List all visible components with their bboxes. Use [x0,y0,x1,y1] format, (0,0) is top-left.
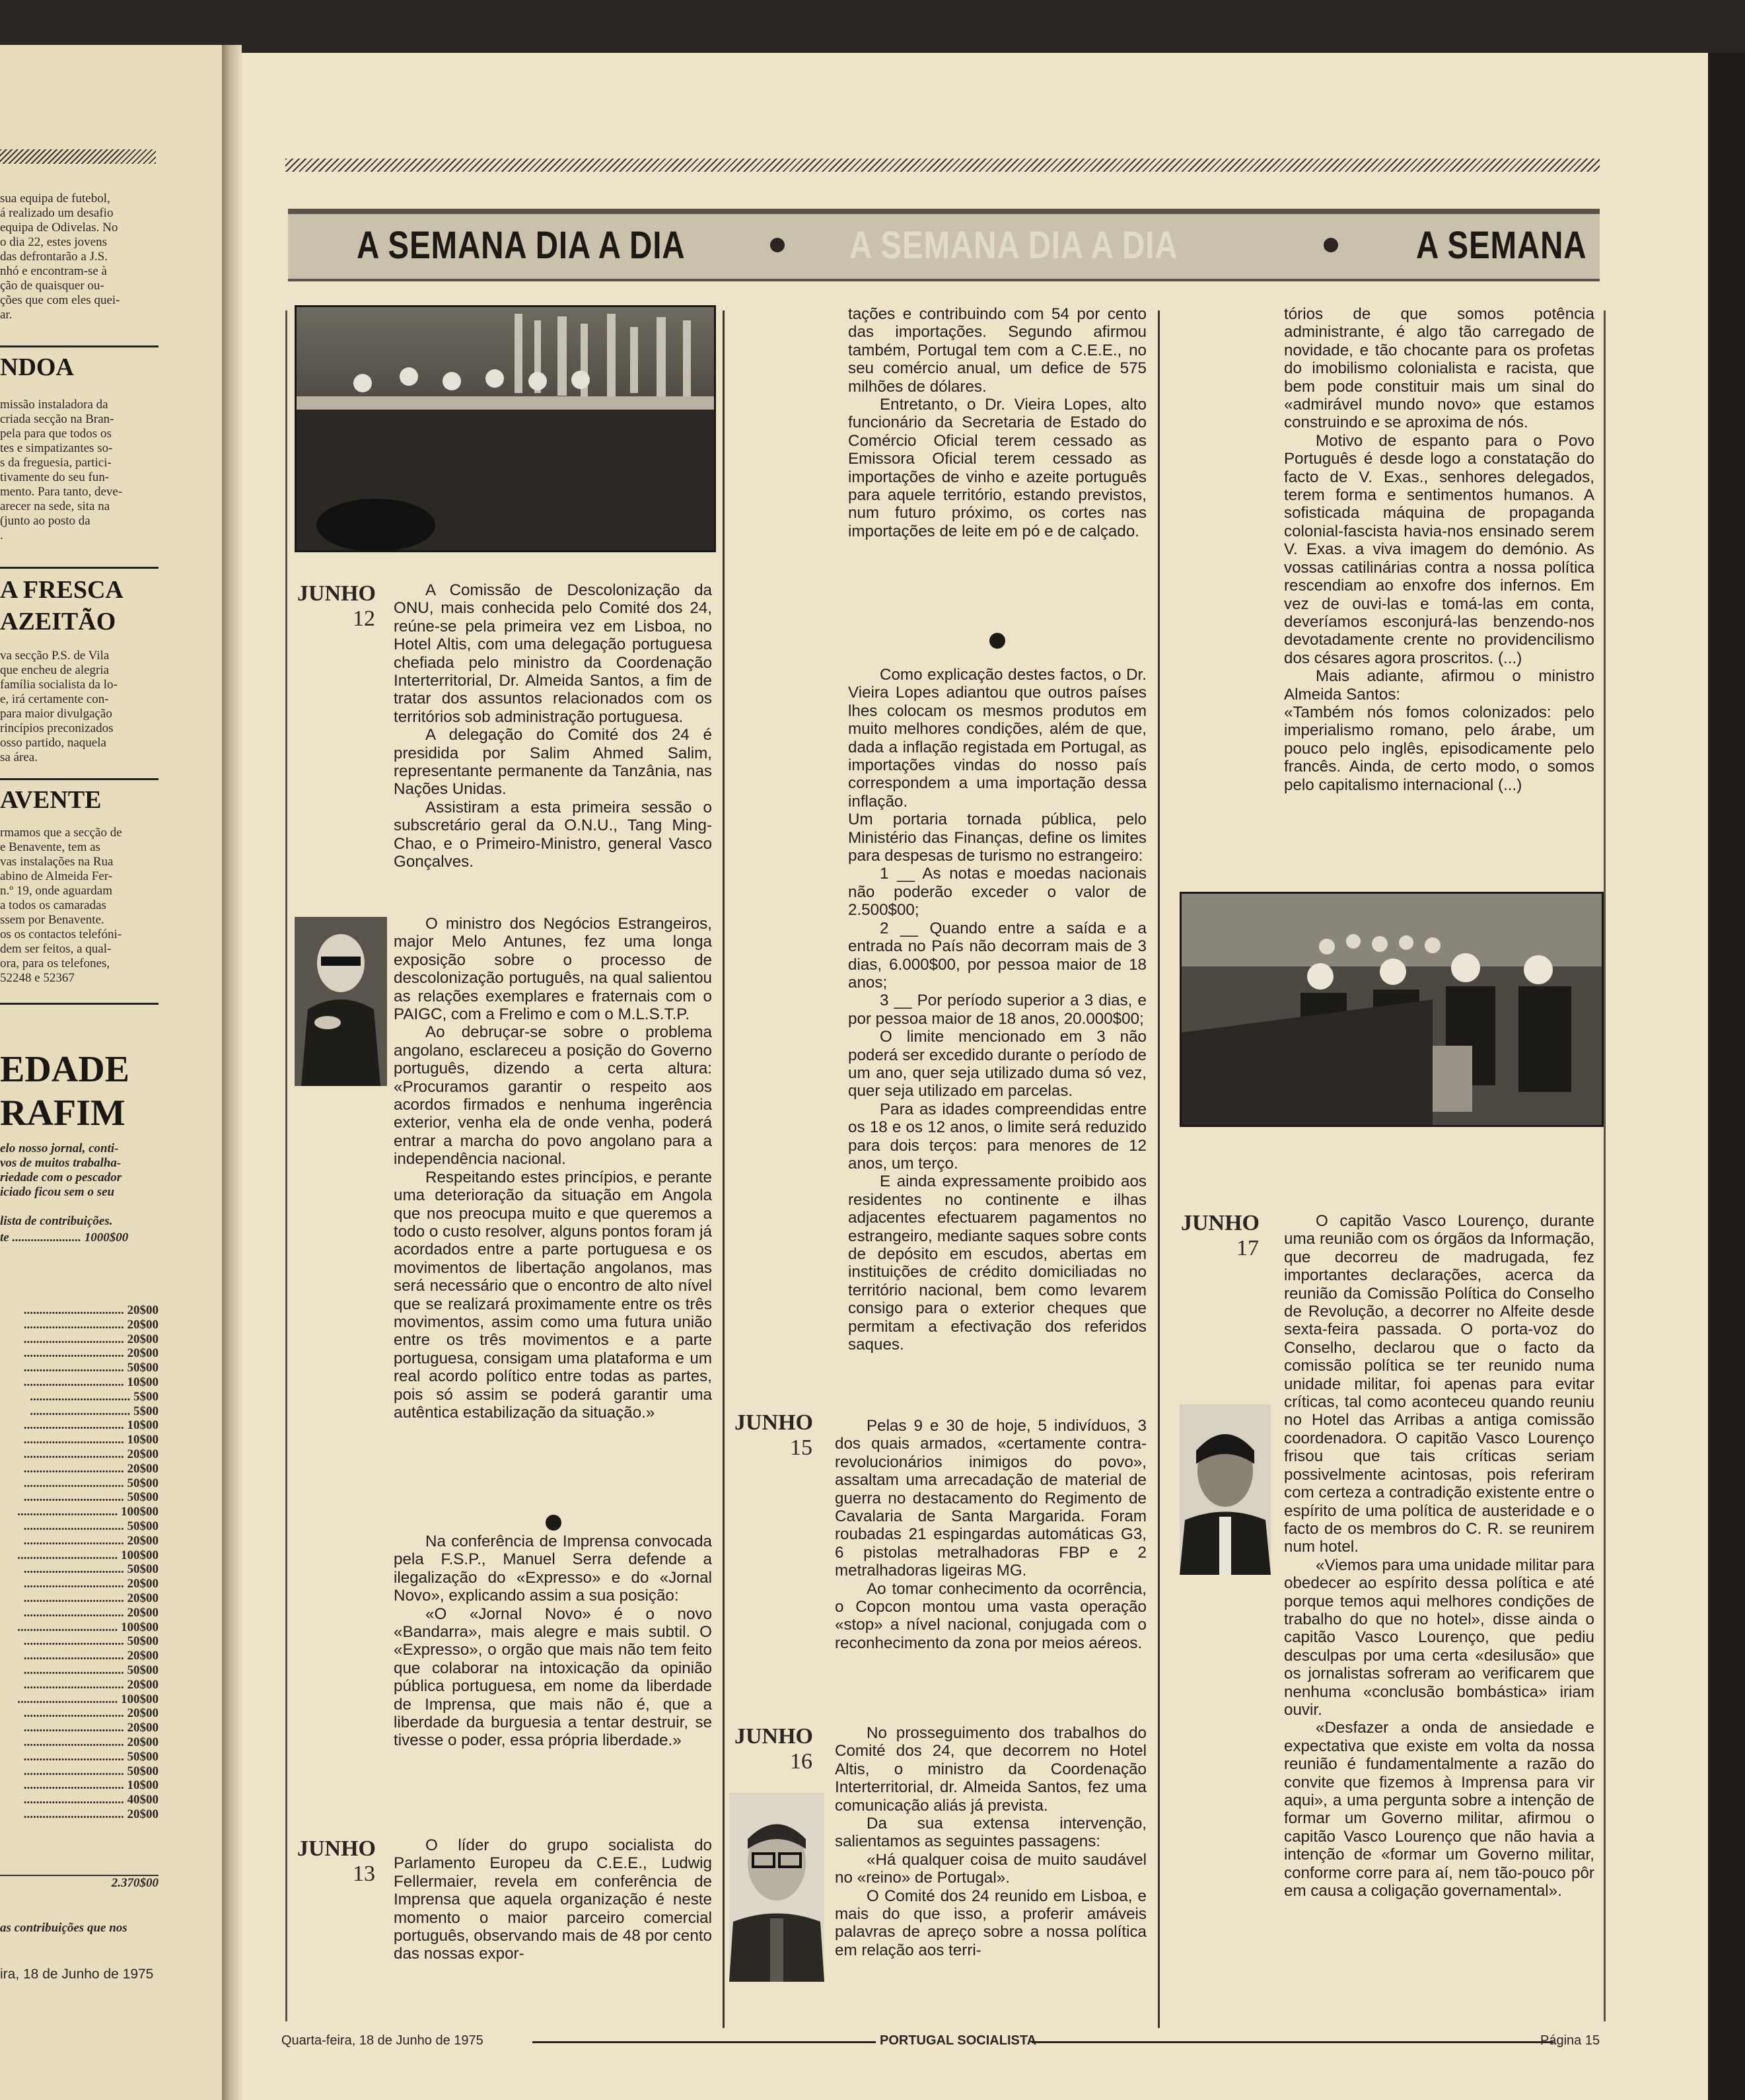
contribution-amount: ................................ 20$00 [0,1735,159,1750]
contribution-amount: ................................ 20$00 [0,1678,159,1692]
contribution-amount: ................................ 20$00 [0,1332,159,1347]
contribution-amount: ................................ 50$00 [0,1663,159,1678]
text-line: missão instaladora da [0,398,108,412]
text-line: arecer na sede, sita na [0,499,110,513]
banner-title-2: A SEMANA DIA A DIA [849,224,1178,267]
page-gutter [222,45,242,2100]
text-line: para maior divulgação [0,707,112,721]
text-line: tes e simpatizantes so- [0,441,113,455]
separator-dot [989,633,1005,649]
article-jun12-part1: A Comissão de Descolonização da ONU, mais conhecida pelo Comité dos 24, reúne-se pela primeira vez em Lisboa, no Hotel Altis, com uma delegação portuguesa chefiada pelo ministro da Coordenação Interterritorial, Dr. Almeida Santos, a fim de tratar dos assuntos relacionados com os territórios sob administração portuguesa. A delegação do Comité dos 24 é presidida por Salim Ahmed Salim, representante permanente da Tanzânia, nas Nações Unidas. Assistiram a esta primeira sessão o subscretário geral da O.N.U., Tang Ming-Chao, e o Primeiro-Ministro, general Vasco Gonçalves. [394,581,712,871]
contribution-amount: ................................ 20$00 [0,1303,159,1318]
contribution-amount: ................................ 20$00 [0,1606,159,1620]
contribution-amount: ................................ 20$00 [0,1591,159,1606]
text-line: ção de quaisquer ou- [0,279,104,293]
text-line: mento. Para tanto, deve- [0,485,123,499]
contribution-amount: ................................ 20$00 [0,1318,159,1332]
text-line: o dia 22, estes jovens [0,235,108,249]
contribution-amount: ................................ 50$00 [0,1750,159,1764]
contribution-amount: ................................ 100$00 [0,1548,159,1563]
bullet-icon [1324,238,1338,252]
conference-photo-image [297,307,714,550]
contribution-amount: ................................ 50$00 [0,1476,159,1491]
bullet-icon [770,238,785,252]
portrait-image [295,917,387,1086]
text-line: rmamos que a secção de [0,826,122,840]
page-background-edge [1708,53,1745,2100]
date-june-13: JUNHO 13 [297,1836,376,1886]
contributions-total: 2.370$00 [0,1875,159,1891]
contribution-amount: ................................ 20$00 [0,1346,159,1361]
closing-line: as contribuições que nos [0,1921,127,1935]
text-line: tivamente do seu fun- [0,470,110,484]
footer-rule [532,2041,876,2043]
article-jun12-part2: O ministro dos Negócios Estrangeiros, major Melo Antunes, fez uma longa exposição sobre o processo de descolonização português, na qual salientou as relações exemplares e fraternais com o PAIGC, com a Frelimo e com o M.L.S.T.P. Ao debruçar-se sobre o problema angolano, esclareceu a posição do Governo português, dizendo a certa altura: «Procuramos garantir o respeito aos acordos firmados e nenhuma ingerência exterior, venha ela de onde venha, poderá entrar a marcha do povo angolano para a independência nacional. Respeitando estes princípios, e perante uma deterioração da situação em Angola que nos preocupa muito e que queremos a todo o custo resolver, alguns pontos foram já acordados entre a parte portuguesa e os movimentos de libertação angolanos, mas será necessário que o encontro de alto nível que se realizará proximamente entre os três movimentos, assim como uma futura união entre os três movimentos e a parte portuguesa, consigam uma plataforma e um real acordo político entre todas as partes, pois só assim se poderá garantir uma autêntica estabilização da situação.» [394,915,712,1422]
text-line: vos de muitos trabalha- [0,1156,122,1170]
text-line: n.º 19, onde aguardam [0,884,112,898]
text-line: ssem por Benavente. [0,913,104,927]
text-line: (junto ao posto da [0,514,90,528]
contribution-amount: ................................ 50$00 [0,1490,159,1505]
article-jun13: O líder do grupo socialista do Parlamento Europeu da C.E.E., Ludwig Fellermaier, revela em conferência de Imprensa que aquela organização é neste momento o maior parceiro comercial português, observando mais de 48 por cento das nossas expor- [394,1836,712,1963]
article-jun17: O capitão Vasco Lourenço, durante uma reunião com os órgãos da Informação, que decorreu de madrugada, fez importantes declarações, acerca da reunião da Comissão Política do Conselho de Revolução, a decorrer no Alfeite desde sexta-feira passada. O porta-voz do Conselho, declarou que o facto da comissão política se ter reunido numa unidade militar, foi apenas para evitar críticas, tal como aconteceu quando reuniu no Hotel das Arribas a antiga comissão coordenadora. O capitão Vasco Lourenço frisou que tais críticas seriam possivelmente acintosas, pois referiram com certeza a contradição existente entre o espírito de uma política de austeridade e o facto de os membros do C. R. se reunirem num hotel. «Viemos para uma unidade militar para obedecer ao espírito dessa política e até porque temos aqui melhores condições de trabalho do que no hotel», disse ainda o capitão Vasco Lourenço, que pediu desculpas por uma certa «desilusão» que os jornalistas sofreram ao verificarem que nenhuma «conclusão bombástica» iriam ouvir. «Desfazer a onda de ansiedade e expectativa que existe em volta da nossa reunião é fundamentalmente a razão do convite que fizemos à Imprensa para vir aqui», a uma pergunta sobre a intenção de formar um Governo militar, afirmou o capitão Vasco Lourenço que não havia a intenção de «formar um Governo militar, conforme corre para aí, nem tão-pouco pôr em causa a coligação governamental». [1284,1212,1594,1901]
article-jun12-press: Na conferência de Imprensa convocada pela F.S.P., Manuel Serra defende a ilegalização do «Expresso» e do «Jornal Novo», explicando assim a sua posição: «O «Jornal Novo» é o novo «Bandarra», mais alegre e mais subtil. O «Expresso», o orgão que mais não tem feito que colaborar na intoxicação da opinião pública portuguesa, em nome da liberdade de Imprensa, que mais não é, que a liberdade da burguesia a tentar destruir, se tivesse o poder, essa própria liberdade.» [394,1533,712,1750]
text-line: abino de Almeida Fer- [0,869,113,883]
text-line: família socialista da lo- [0,678,118,692]
left-footer-date: ira, 18 de Junho de 1975 [0,1967,154,1982]
contribution-amount: ................................ 5$00 [0,1404,159,1419]
text-line: elo nosso jornal, conti- [0,1141,119,1155]
column-rule [1158,310,1160,2028]
article-jun15: Pelas 9 e 30 de hoje, 5 indivíduos, 3 dos quais armados, «certamente contra-revolucionários inimigos do povo», assaltam uma arrecadação de material de guerra no destacamento do Regimento de Cavalaria de Santa Margarida. Foram roubadas 21 espingardas automáticas G3, 6 pistolas metralhadoras FBP e 2 metralhadoras ligeiras MG. Ao tomar conhecimento da ocorrência, o Copcon montou uma vasta operação «stop» a nível nacional, conjugada com o reconhecimento da zona por meios aéreos. [835,1417,1147,1652]
text-line: que encheu de alegria [0,663,110,677]
portrait-image [729,1793,824,1982]
newspaper-page [242,53,1708,2100]
date-june-12: JUNHO 12 [297,581,376,631]
left-facing-page [0,45,225,2100]
text-line: va secção P.S. de Vila [0,649,110,663]
left-heading-fresca: A FRESCA AZEITÃO [0,567,159,637]
separator-dot [546,1515,561,1531]
contribution-amount: ................................ 50$00 [0,1562,159,1577]
portrait-photo-melo-antunes [295,917,387,1086]
footer-masthead: PORTUGAL SOCIALISTA [880,2033,1037,2048]
date-june-15: JUNHO 15 [734,1410,813,1460]
text-line: ções que com eles quei- [0,293,120,307]
list-title: lista de contribuições. [0,1214,113,1228]
text-line: rincípios preconizados [0,721,114,735]
left-heading-avente: AVENTE [0,778,159,815]
text-line: sa área. [0,750,38,764]
text-line: riedade com o pescador [0,1171,122,1184]
conference-room-photo [1180,892,1604,1127]
text-line: . [0,528,3,542]
column-rule [285,310,287,2021]
text-line: ar. [0,308,13,322]
banner-title-1: A SEMANA DIA A DIA [357,224,686,267]
contribution-amount: ................................ 100$00 [0,1692,159,1707]
contribution-amount: ................................ 20$00 [0,1807,159,1822]
left-heading-edade: EDADE RAFIM [0,1049,130,1134]
conference-room-image [1182,894,1602,1125]
date-june-17: JUNHO 17 [1181,1211,1260,1260]
text-line: os os contactos telefóni- [0,927,122,941]
text-line: iciado ficou sem o seu [0,1185,115,1199]
page-number: Página 15 [1540,2033,1600,2048]
contribution-amount: ................................ 20$00 [0,1649,159,1663]
text-line: dem ser feitos, a qual- [0,942,112,956]
contribution-amount: ................................ 20$00 [0,1577,159,1591]
contribution-amount: ................................ 10$00 [0,1433,159,1447]
contribution-amount: ................................ 100$00 [0,1505,159,1519]
portrait-photo-vasco-lourenco [1180,1404,1271,1575]
column-rule [1604,310,1606,2021]
text-line: das defrontarão a J.S. [0,250,108,264]
contribution-amount: ................................ 50$00 [0,1634,159,1649]
contribution-amount: ................................ 50$00 [0,1764,159,1779]
text-line: s da freguesia, partici- [0,456,112,470]
article-jun16-continued: tórios de que somos potência administrante, é algo tão carregado de novidade, e tão chocante para os profetas do imobilismo colonialista e racista, que bem pode constituir mais um sinal do «admirável mundo novo» que estamos construindo e se aproxima de nós. Motivo de espanto para o Povo Português é desde logo a constatação do facto de V. Exas., senhores delegados, terem forma e sentimentos humanos. A sofisticada máquina de propaganda colonial-fascista havia-nos ensinado serem V. Exas. a viva imagem do demónio. As vossas catilinárias contra a nossa política rescendiam ao enxofre dos infernos. Em vez de ouvi-las e tomá-las em conta, deveríamos esconjurá-las benzendo-nos devotadamente crente no providencilismo dos césares agora proscritos. (...) Mais adiante, afirmou o ministro Almeida Santos: «Também nós fomos colonizados: pelo imperialismo romano, pelo árabe, um pouco pelo inglês, episodicamente pelo francês. Ainda, de certo modo, o somos pelo capitalismo internacional (...) [1284,305,1594,794]
article-cee-continued: tações e contribuindo com 54 por cento das importações. Segundo afirmou também, Portugal tem com a C.E.E., no seu comércio anual, um defice de 575 milhões de dólares. Entretanto, o Dr. Vieira Lopes, alto funcionário da Secretaria de Estado do Comércio Oficial terem cessado as Emissora Oficial terem cessado as importações de vinho e azeite português para aquele território, estando previstos, num futuro próximo, os cortes nas importações de leite em pó e de calçado. [848,305,1147,540]
contribution-amount: ................................ 20$00 [0,1706,159,1721]
divider [0,1003,159,1005]
text-line: á realizado um desafio [0,206,114,220]
text-line: sua equipa de futebol, [0,192,110,205]
contribution-amount: ................................ 20$00 [0,1462,159,1476]
text-line: nhó e encontram-se à [0,264,107,278]
contribution-amount: ................................ 20$00 [0,1721,159,1735]
contribution-amount: ................................ 10$00 [0,1418,159,1433]
contribution-amount: ................................ 100$00 [0,1620,159,1635]
decorative-hatch-bar [285,159,1600,172]
text-line: e Benavente, tem as [0,840,100,854]
text-line: osso partido, naquela [0,736,106,750]
contribution-amount: ................................ 5$00 [0,1390,159,1404]
text-line: 52248 e 52367 [0,971,75,985]
portrait-photo-almeida-santos [729,1793,824,1982]
committee-session-photo [295,305,716,552]
contribution-amount: ................................ 40$00 [0,1793,159,1807]
date-june-16: JUNHO 16 [734,1724,813,1774]
contribution-amount: ................................ 20$00 [0,1447,159,1462]
contribution-amount: ................................ 50$00 [0,1361,159,1375]
text-line: e, irá certamente con- [0,692,109,706]
contribution-amount: ................................ 20$00 [0,1534,159,1548]
text-line: pela para que todos os [0,427,112,441]
text-line: criada secção na Bran- [0,412,114,426]
text-line: vas instalações na Rua [0,855,114,869]
contribution-amount: ................................ 50$00 [0,1519,159,1534]
text-line: equipa de Odivelas. No [0,221,118,235]
left-heading-ndoa: NDOA [0,345,159,382]
section-banner [288,209,1600,281]
banner-title-3: A SEMANA [1416,224,1587,267]
contribution-amount: ................................ 10$00 [0,1778,159,1793]
footer-rule [1032,2041,1553,2043]
article-jun16: No prosseguimento dos trabalhos do Comité dos 24, que decorrem no Hotel Altis, o ministro da Coordenação Interterritorial, dr. Almeida Santos, fez uma comunicação aliás já prevista. Da sua extensa intervenção, salientamos as seguintes passagens: «Há qualquer coisa de muito saudável no «reino» de Portugal». O Comité dos 24 reunido em Lisboa, e mais do que isso, a proferir amáveis palavras de apreço sobre a nossa política em relação aos terri- [835,1724,1147,1959]
contribution-amount: ................................ 10$00 [0,1375,159,1390]
column-rule [723,310,725,2028]
portrait-image [1180,1404,1271,1575]
text-line: ora, para os telefones, [0,957,110,970]
text-line: a todos os camaradas [0,898,106,912]
decorative-hatch-bar [0,149,156,164]
footer-date: Quarta-feira, 18 de Junho de 1975 [281,2033,483,2048]
article-tourism-limits: Como explicação destes factos, o Dr. Vieira Lopes adiantou que outros países lhes colocam os mesmos produtos em muito melhores condições, além de que, dada a inflação registada em Portugal, as importações vindas do nosso país correspondem a uma importação dessa inflação. Um portaria tornada pública, pelo Ministério das Finanças, define os limites para despesas de turismo no estrangeiro: 1 __ As notas e moedas nacionais não poderão exceder o valor de 2.500$00; 2 __ Quando entre a saída e a entrada no País não decorram mais de 3 dias, 6.000$00, por pessoa maior de 18 anos; 3 __ Por período superior a 3 dias, e por pessoa maior de 18 anos, 20.000$00; O limite mencionado em 3 não poderá ser excedido durante o período de um ano, quer seja utilizado duma só vez, quer seja utilizado em parcelas. Para as idades compreendidas entre os 18 e os 12 anos, o limite será reduzido para dois terços: para menores de 12 anos, um terço. E ainda expressamente proibido aos residentes no continente e ilhas adjacentes efectuarem pagamentos no estrangeiro, mediante saques sobre conts de depósito em escudos, abertas em instituições de crédito domiciliadas no território nacional, bem como levarem consigo para o exterior cheques que permitam a efectivação dos referidos saques. [848,666,1147,1354]
first-entry: te ...................... 1000$00 [0,1231,129,1245]
